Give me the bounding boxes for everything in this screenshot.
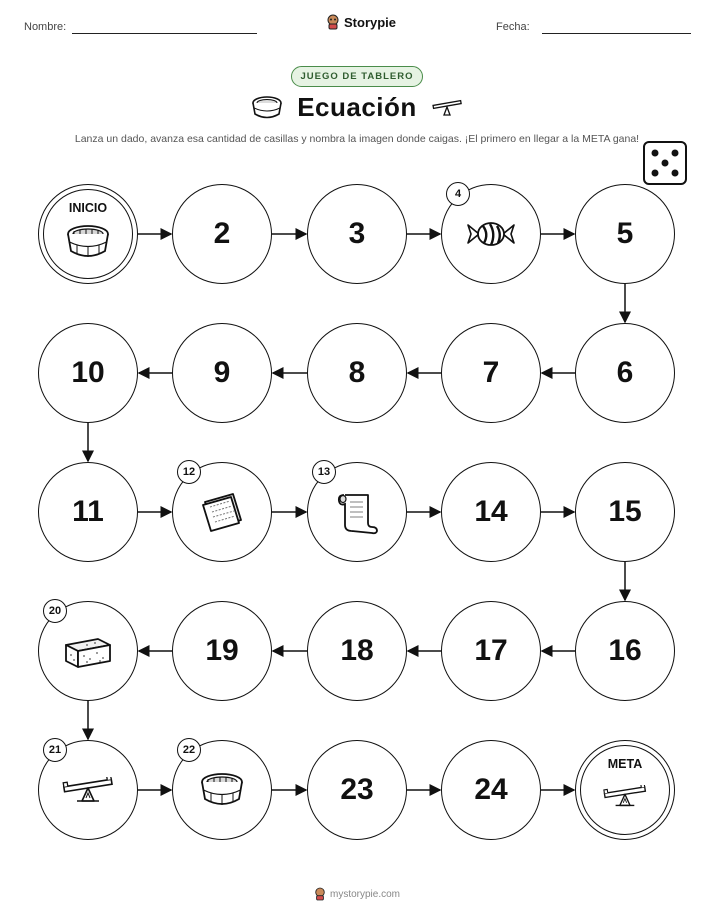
board-space-2 bbox=[172, 184, 272, 284]
space-number: 15 bbox=[608, 495, 642, 528]
seesaw-icon bbox=[61, 777, 115, 808]
board-space-20 bbox=[38, 601, 138, 701]
board-space-23 bbox=[307, 740, 407, 840]
finish-label: META bbox=[607, 757, 643, 771]
space-number: 9 bbox=[213, 356, 231, 389]
board-space-21 bbox=[38, 740, 138, 840]
board-space-6 bbox=[575, 323, 675, 423]
board-space-19 bbox=[172, 601, 272, 701]
finish-space bbox=[575, 740, 675, 840]
board-space-18 bbox=[307, 601, 407, 701]
space-number: 17 bbox=[474, 634, 508, 667]
space-number: 10 bbox=[71, 356, 105, 389]
game-type-badge: JUEGO DE TABLERO bbox=[291, 66, 424, 87]
scroll-icon bbox=[332, 489, 382, 540]
board-space-15 bbox=[575, 462, 675, 562]
space-number-badge: 22 bbox=[177, 738, 201, 762]
mascot-icon bbox=[314, 887, 326, 901]
basket-icon bbox=[39, 223, 137, 261]
space-number: 6 bbox=[616, 356, 634, 389]
space-number-badge: 12 bbox=[177, 460, 201, 484]
space-number: 8 bbox=[348, 356, 366, 389]
sponge-icon bbox=[62, 631, 114, 676]
space-number: 3 bbox=[348, 217, 366, 250]
footer bbox=[314, 887, 400, 901]
start-label: INICIO bbox=[68, 201, 108, 215]
board-space-11 bbox=[38, 462, 138, 562]
board-space-13 bbox=[307, 462, 407, 562]
seesaw-icon bbox=[576, 785, 674, 807]
space-number: 24 bbox=[474, 773, 508, 806]
page-title: Ecuación bbox=[297, 92, 417, 122]
candy-icon bbox=[465, 217, 517, 256]
board-space-24 bbox=[441, 740, 541, 840]
board-space-14 bbox=[441, 462, 541, 562]
board-space-3 bbox=[307, 184, 407, 284]
instructions-text: Lanza un dado, avanza esa cantidad de casillas y nombra la imagen donde caigas. ¡El primero en llegar a la META gana! bbox=[74, 133, 640, 145]
date-label: Fecha: bbox=[496, 21, 530, 33]
space-number: 19 bbox=[205, 634, 239, 667]
space-number-badge: 20 bbox=[43, 599, 67, 623]
board-space-8 bbox=[307, 323, 407, 423]
board-space-17 bbox=[441, 601, 541, 701]
space-number: 2 bbox=[213, 217, 231, 250]
footer-url[interactable]: mystorypie.com bbox=[329, 888, 400, 900]
space-number: 18 bbox=[340, 634, 374, 667]
start-space bbox=[38, 184, 138, 284]
board-space-7 bbox=[441, 323, 541, 423]
brand-name: Storypie bbox=[344, 14, 397, 30]
board-space-16 bbox=[575, 601, 675, 701]
basket-icon bbox=[199, 771, 245, 814]
board-space-9 bbox=[172, 323, 272, 423]
board-space-5 bbox=[575, 184, 675, 284]
space-number-badge: 21 bbox=[43, 738, 67, 762]
space-number-badge: 13 bbox=[312, 460, 336, 484]
notepad-icon bbox=[197, 490, 247, 539]
space-number: 11 bbox=[72, 495, 104, 528]
space-number: 14 bbox=[474, 495, 508, 528]
board-space-22 bbox=[172, 740, 272, 840]
board-space-12 bbox=[172, 462, 272, 562]
board-space-4 bbox=[441, 184, 541, 284]
name-label: Nombre: bbox=[24, 21, 67, 33]
space-number: 7 bbox=[482, 356, 500, 389]
space-number: 23 bbox=[340, 773, 374, 806]
space-number: 5 bbox=[616, 217, 634, 250]
space-number-badge: 4 bbox=[446, 182, 470, 206]
board-space-10 bbox=[38, 323, 138, 423]
space-number: 16 bbox=[608, 634, 642, 667]
